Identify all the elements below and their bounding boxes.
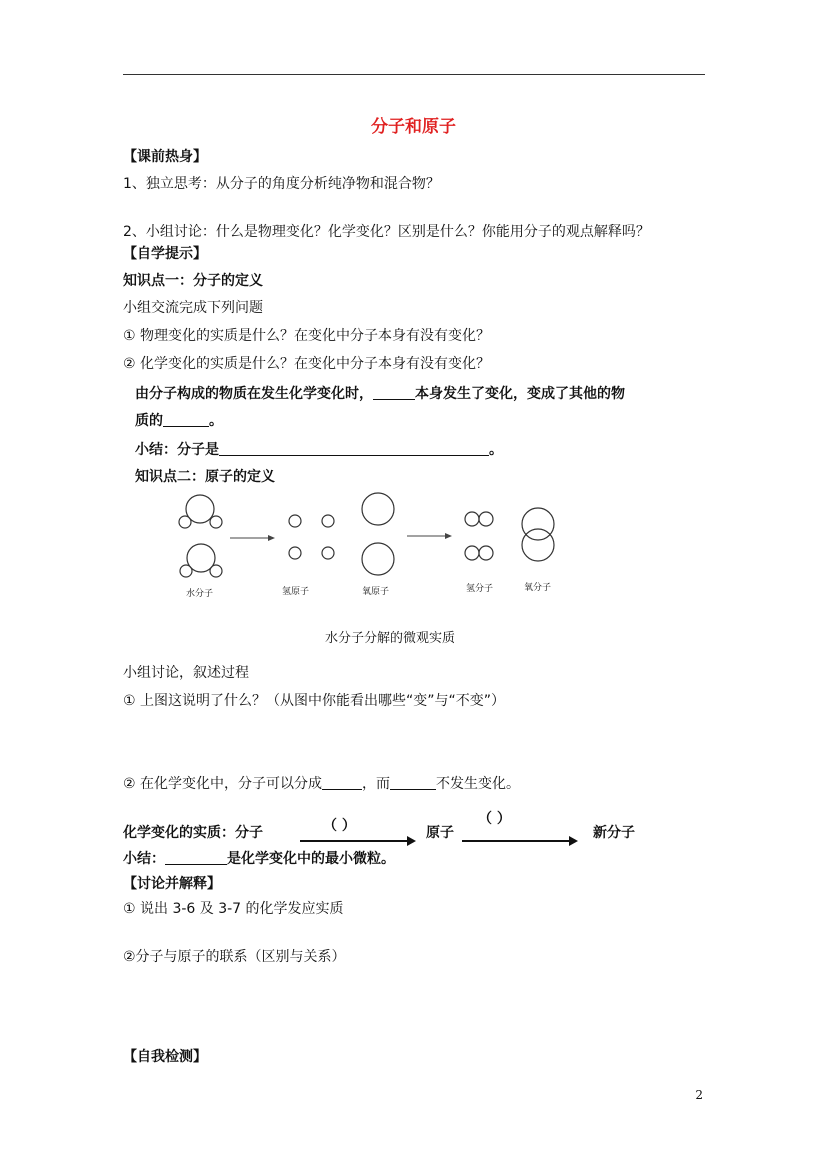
- hydrogen-atom-circle: [479, 546, 493, 560]
- essence-arrow-2: [462, 840, 570, 842]
- essence-paren-2: （ ）: [478, 811, 511, 827]
- hydrogen-atom-circle: [210, 565, 222, 577]
- essence-arrow-2-head: [569, 836, 578, 846]
- hydrogen-atom-circle: [322, 547, 334, 559]
- explain-question-2: ②分子与原子的联系（区别与关系）: [123, 949, 346, 965]
- discussion-question-2-a: ② 在化学变化中，分子可以分成: [123, 776, 323, 792]
- hydrogen-atom-circle: [465, 512, 479, 526]
- figure-caption: 水分子分解的微观实质: [325, 631, 456, 646]
- blank: [322, 775, 362, 790]
- kp1-question-1: ① 物理变化的实质是什么？在变化中分子本身有没有变化？: [123, 328, 490, 344]
- oxygen-atom-circle: [522, 508, 554, 540]
- kp1-heading: 知识点一：分子的定义: [123, 273, 263, 289]
- kp1-intro: 小组交流完成下列问题: [123, 300, 263, 316]
- discussion-question-2: [123, 773, 520, 793]
- reaction-arrow-2-head: [445, 533, 452, 539]
- section-discuss: 【讨论并解释】: [123, 876, 221, 892]
- label-hydrogen-molecule: 氢分子: [466, 584, 494, 594]
- hydrogen-atom-circle: [465, 546, 479, 560]
- header-rule: [123, 74, 705, 75]
- discussion-intro: 小组讨论，叙述过程: [123, 665, 249, 681]
- blank: [390, 775, 436, 790]
- kp1-fill-line-1-b: 本身发生了变化，变成了其他的物: [415, 386, 625, 402]
- kp1-summary-a: 小结：分子是: [135, 442, 219, 458]
- blank: [373, 385, 415, 400]
- discussion-question-2-c: 不发生变化。: [436, 776, 521, 792]
- section-warmup: 【课前热身】: [123, 149, 207, 165]
- discussion-question-2-b: ，而: [362, 776, 391, 792]
- warmup-question-1: 1、独立思考：从分子的角度分析纯净物和混合物？: [123, 176, 440, 192]
- kp1-fill-line-2: [135, 410, 223, 430]
- label-oxygen-molecule: 氧分子: [524, 583, 552, 593]
- page-number: 2: [695, 1088, 703, 1102]
- essence-paren-1: （ ）: [323, 818, 356, 834]
- hydrogen-atom-circle: [289, 547, 301, 559]
- oxygen-atom-circle: [362, 543, 394, 575]
- section-selftest: 【自我检测】: [123, 1049, 207, 1065]
- essence-arrow-1: [300, 840, 408, 842]
- discussion-summary-b: 是化学变化中的最小微粒。: [227, 851, 395, 867]
- essence-new-molecule: 新分子: [593, 825, 635, 841]
- oxygen-atom-circle: [522, 529, 554, 561]
- page-title: 分子和原子: [371, 117, 456, 137]
- kp1-fill-line-1: [135, 383, 625, 403]
- reaction-arrow-1-head: [268, 535, 275, 541]
- kp1-fill-line-2-a: 质的: [135, 413, 163, 429]
- label-hydrogen-atom: 氢原子: [282, 587, 310, 597]
- label-oxygen-atom: 氧原子: [362, 587, 390, 597]
- blank: [163, 412, 209, 427]
- hydrogen-atom-circle: [179, 516, 191, 528]
- discussion-question-1: ① 上图这说明了什么？（从图中你能看出哪些“变”与“不变”）: [123, 693, 506, 709]
- oxygen-atom-circle: [362, 493, 394, 525]
- hydrogen-atom-circle: [180, 565, 192, 577]
- essence-label: 化学变化的实质：分子: [123, 825, 263, 841]
- discussion-summary-a: 小结：: [123, 851, 165, 867]
- label-water-molecule: 水分子: [186, 589, 214, 599]
- kp1-summary-b: 。: [489, 442, 503, 458]
- kp2-heading: 知识点二：原子的定义: [135, 469, 275, 485]
- hydrogen-atom-circle: [289, 515, 301, 527]
- kp1-summary: [135, 439, 503, 459]
- hydrogen-atom-circle: [322, 515, 334, 527]
- blank: [219, 441, 489, 456]
- kp1-question-2: ② 化学变化的实质是什么？在变化中分子本身有没有变化？: [123, 356, 490, 372]
- warmup-question-2: 2、小组讨论：什么是物理变化？化学变化？区别是什么？你能用分子的观点解释吗？: [123, 224, 650, 240]
- kp1-fill-line-1-a: 由分子构成的物质在发生化学变化时，: [135, 386, 373, 402]
- discussion-summary: [123, 848, 395, 868]
- essence-arrow-1-head: [407, 836, 416, 846]
- explain-question-1: ① 说出 3-6 及 3-7 的化学发应实质: [123, 901, 344, 917]
- hydrogen-atom-circle: [479, 512, 493, 526]
- essence-atom: 原子: [426, 825, 454, 841]
- kp1-fill-line-2-b: 。: [209, 413, 223, 429]
- blank: [165, 850, 227, 865]
- hydrogen-atom-circle: [210, 516, 222, 528]
- section-selfstudy: 【自学提示】: [123, 246, 207, 262]
